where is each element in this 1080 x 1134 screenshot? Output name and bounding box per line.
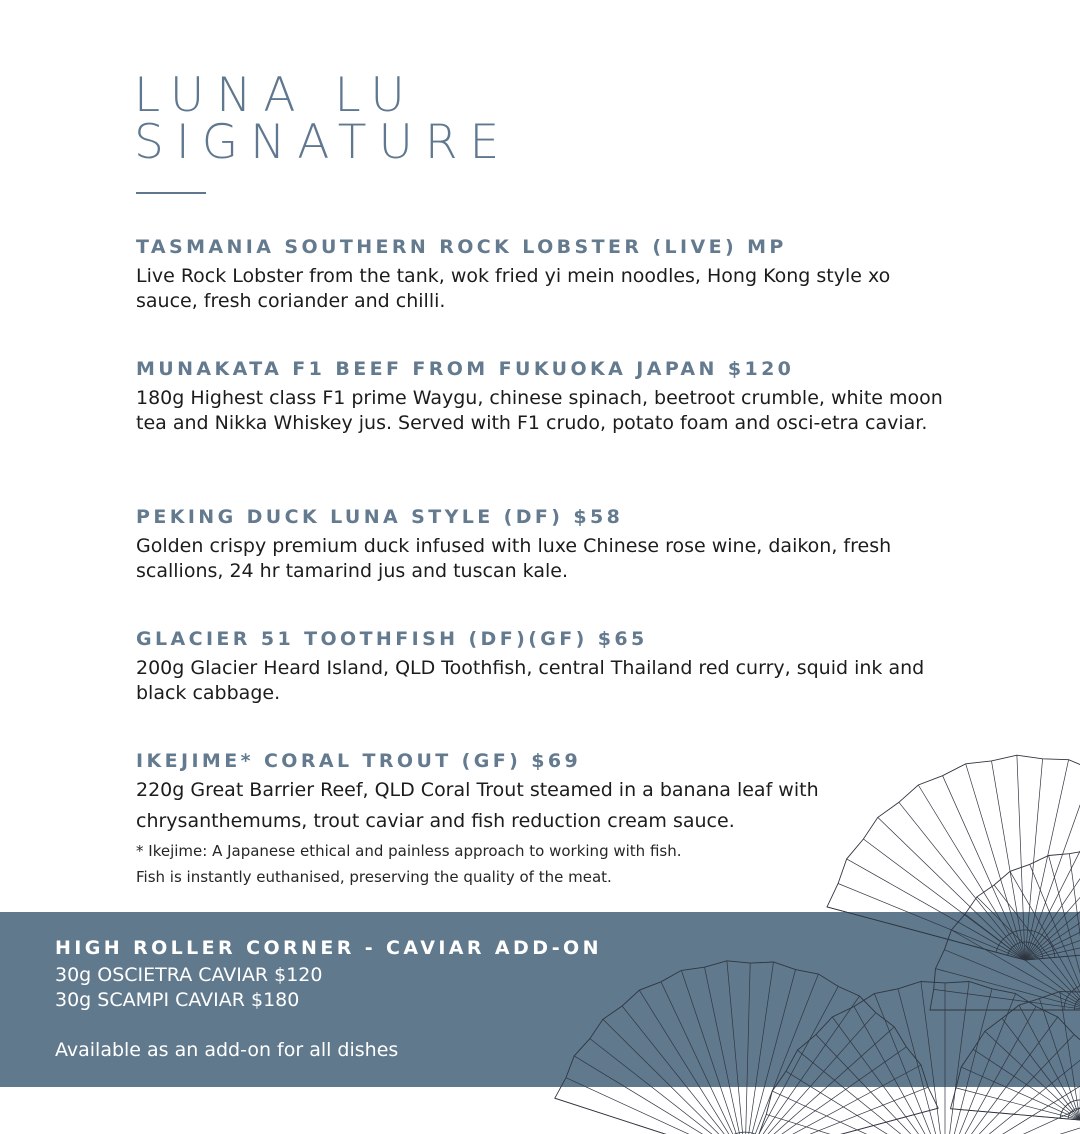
fan-shape	[951, 992, 1080, 1120]
addon-item-scampi: 30g SCAMPI CAVIAR $180	[55, 989, 300, 1011]
dish-name: PEKING DUCK LUNA STYLE (DF) $58	[136, 506, 624, 528]
dish-description: Live Rock Lobster from the tank, wok fried yi mein noodles, Hong Kong style xo sauce, fresh coriander and chilli.	[136, 265, 891, 312]
fan-shape	[827, 755, 1080, 960]
dish-name: GLACIER 51 TOOTHFISH (DF)(GF) $65	[136, 628, 648, 650]
addon-footnote: Available as an add-on for all dishes	[55, 1039, 399, 1061]
ikejime-note-line-2: Fish is instantly euthanised, preserving the quality of the meat.	[136, 868, 612, 886]
ikejime-note-line-1: * Ikejime: A Japanese ethical and painless approach to working with fish.	[136, 842, 682, 860]
title-line-2: SIGNATURE	[134, 115, 512, 170]
title-line-1: LUNA LU	[134, 68, 417, 123]
dish-description: Golden crispy premium duck infused with luxe Chinese rose wine, daikon, fresh scallions, 24 hr tamarind jus and tuscan kale.	[136, 535, 892, 582]
dish-description: 200g Glacier Heard Island, QLD Toothfish, central Thailand red curry, squid ink and black cabbage.	[136, 657, 925, 704]
fan-shape	[555, 961, 938, 1134]
dish-name: MUNAKATA F1 BEEF FROM FUKUOKA JAPAN $120	[136, 358, 795, 380]
dish-description: 180g Highest class F1 prime Waygu, chinese spinach, beetroot crumble, white moon tea and Nikka Whiskey jus. Served with F1 crudo, potato foam and osci-etra caviar.	[136, 387, 943, 434]
addon-title: HIGH ROLLER CORNER - CAVIAR ADD-ON	[55, 937, 602, 959]
addon-item-oscietra: 30g OSCIETRA CAVIAR $120	[55, 964, 323, 986]
dish-name: IKEJIME* CORAL TROUT (GF) $69	[136, 750, 582, 772]
dish-description: 220g Great Barrier Reef, QLD Coral Trout steamed in a banana leaf with chrysanthemums, trout caviar and fish reduction cream sauce.	[136, 779, 819, 832]
dish-name: TASMANIA SOUTHERN ROCK LOBSTER (LIVE) MP	[136, 236, 787, 258]
